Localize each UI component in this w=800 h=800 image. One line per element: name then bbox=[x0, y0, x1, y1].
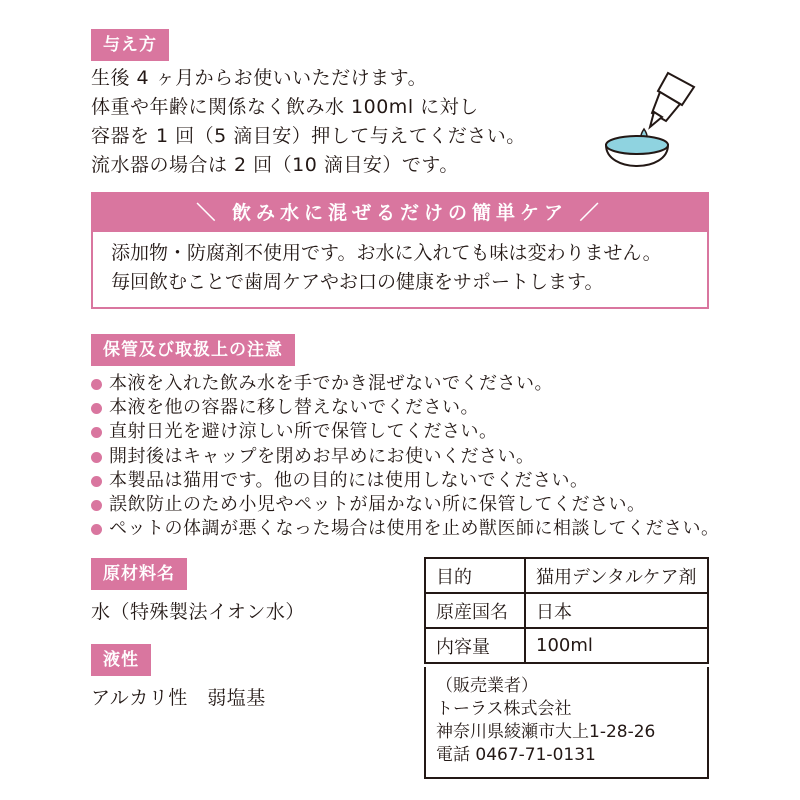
spec-key: 原産国名 bbox=[425, 593, 525, 628]
directions-line: 容器を 1 回（5 滴目安）押して与えてください。 bbox=[91, 125, 526, 147]
list-item bbox=[91, 493, 720, 517]
spec-value: 日本 bbox=[525, 593, 708, 628]
feature-banner bbox=[91, 192, 709, 309]
bowl-icon bbox=[606, 136, 668, 166]
list-item-text: 本液を他の容器に移し替えないでください。 bbox=[109, 397, 479, 419]
bullet-dot bbox=[91, 476, 102, 487]
list-item-text: 誤飲防止のため小児やペットが届かない所に保管してください。 bbox=[109, 494, 646, 516]
banner-body bbox=[111, 239, 662, 297]
seller-label: （販売業者） bbox=[436, 676, 538, 696]
list-item-text: ペットの体調が悪くなった場合は使用を止め獣医師に相談してください。 bbox=[109, 518, 720, 540]
spec-key: 目的 bbox=[425, 558, 525, 593]
list-item bbox=[91, 372, 720, 396]
directions-line: 生後 4 ヶ月からお使いいただけます。 bbox=[91, 67, 428, 89]
precautions-label: 保管及び取扱上の注意 bbox=[91, 334, 295, 366]
seller-company: トーラス株式会社 bbox=[436, 699, 572, 719]
bullet-dot bbox=[91, 500, 102, 511]
list-item-text: 本液を入れた飲み水を手でかき混ぜないでください。 bbox=[109, 373, 553, 394]
directions-line: 体重や年齢に関係なく飲み水 100ml に対し bbox=[91, 96, 479, 118]
directions-line: 流水器の場合は 2 回（10 滴目安）です。 bbox=[91, 154, 459, 176]
ingredients-value: 水（特殊製法イオン水） bbox=[91, 601, 305, 623]
list-item bbox=[91, 445, 720, 469]
list-item-text: 直射日光を避け涼しい所で保管してください。 bbox=[109, 421, 498, 443]
seller-phone: 電話 0467-71-0131 bbox=[436, 745, 596, 765]
dropper-icon bbox=[650, 73, 694, 127]
list-item bbox=[91, 517, 720, 541]
seller-address: 神奈川県綾瀬市大上1-28-26 bbox=[436, 722, 656, 742]
spec-value: 猫用デンタルケア剤 bbox=[525, 558, 708, 593]
list-item-text: 開封後はキャップを閉めお早めにお使いください。 bbox=[109, 445, 535, 467]
liquid-label: 液性 bbox=[91, 644, 151, 676]
bullet-dot bbox=[91, 524, 102, 535]
spec-table bbox=[424, 557, 709, 664]
bullet-dot bbox=[91, 403, 102, 414]
ingredients-label: 原材料名 bbox=[91, 558, 187, 590]
list-item bbox=[91, 420, 720, 444]
bullet-dot bbox=[91, 452, 102, 463]
list-item-text: 本製品は猫用です。他の目的には使用しないでください。 bbox=[109, 469, 589, 491]
seller-box bbox=[424, 667, 709, 779]
spec-value: 100ml bbox=[525, 628, 708, 663]
list-item bbox=[91, 396, 720, 420]
banner-line: 毎回飲むことで歯周ケアやお口の健康をサポートします。 bbox=[111, 271, 604, 293]
table-row bbox=[425, 558, 708, 593]
table-row bbox=[425, 593, 708, 628]
dropper-bowl-illustration bbox=[596, 65, 706, 180]
precautions-list bbox=[91, 372, 720, 541]
spec-key: 内容量 bbox=[425, 628, 525, 663]
list-item bbox=[91, 469, 720, 493]
directions-label: 与え方 bbox=[91, 29, 169, 61]
liquid-value: アルカリ性 弱塩基 bbox=[91, 687, 266, 709]
table-row bbox=[425, 628, 708, 663]
directions-text bbox=[91, 64, 526, 180]
bullet-dot bbox=[91, 379, 102, 390]
bullet-dot bbox=[91, 427, 102, 438]
banner-line: 添加物・防腐剤不使用です。お水に入れても味は変わりません。 bbox=[111, 242, 662, 264]
banner-title: ＼ 飲み水に混ぜるだけの簡単ケア ／ bbox=[93, 194, 707, 232]
